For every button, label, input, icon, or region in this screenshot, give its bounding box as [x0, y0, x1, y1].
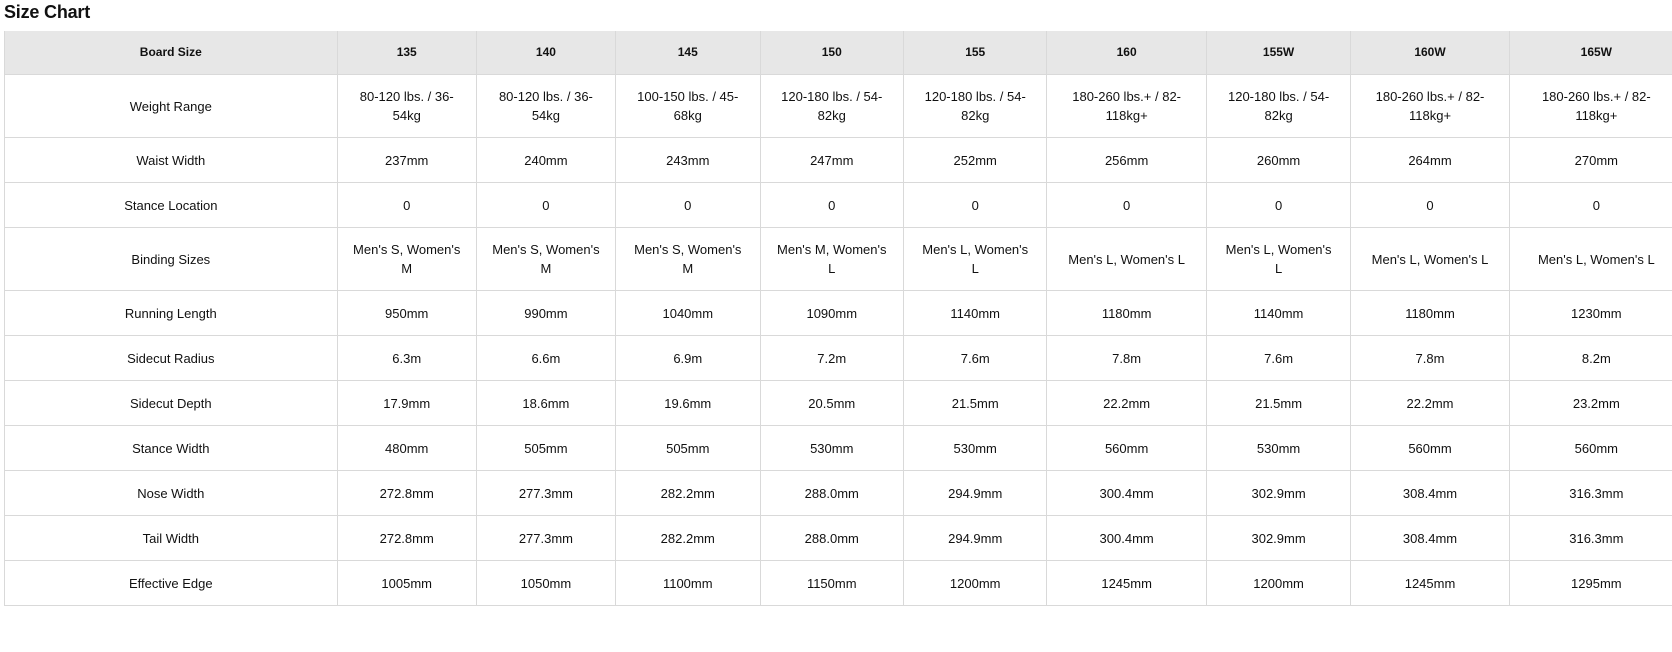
table-cell: 277.3mm — [476, 471, 615, 516]
table-cell: 0 — [1509, 183, 1672, 228]
header-cell-size: 155W — [1206, 31, 1351, 75]
table-cell: 19.6mm — [616, 381, 761, 426]
table-cell: 0 — [1047, 183, 1206, 228]
table-cell: 240mm — [476, 138, 615, 183]
table-cell: 1040mm — [616, 291, 761, 336]
table-cell: 6.9m — [616, 336, 761, 381]
table-cell: 302.9mm — [1206, 471, 1351, 516]
table-cell: 1180mm — [1351, 291, 1509, 336]
table-cell: 80-120 lbs. / 36-54kg — [476, 75, 615, 138]
table-cell: 1100mm — [616, 561, 761, 606]
table-cell: 7.6m — [1206, 336, 1351, 381]
table-cell: 256mm — [1047, 138, 1206, 183]
row-label: Nose Width — [5, 471, 338, 516]
table-cell: 990mm — [476, 291, 615, 336]
table-cell: 272.8mm — [337, 516, 476, 561]
table-cell: Men's L, Women's L — [903, 228, 1046, 291]
table-cell: Men's M, Women's L — [760, 228, 903, 291]
table-cell: 18.6mm — [476, 381, 615, 426]
table-cell: 0 — [337, 183, 476, 228]
table-cell: 252mm — [903, 138, 1046, 183]
table-cell: 288.0mm — [760, 471, 903, 516]
table-cell: 1200mm — [903, 561, 1046, 606]
header-cell-size: 140 — [476, 31, 615, 75]
table-cell: 237mm — [337, 138, 476, 183]
table-cell: 1050mm — [476, 561, 615, 606]
row-label: Waist Width — [5, 138, 338, 183]
table-cell: 247mm — [760, 138, 903, 183]
table-cell: 294.9mm — [903, 471, 1046, 516]
table-cell: Men's S, Women's M — [476, 228, 615, 291]
table-cell: Men's L, Women's L — [1509, 228, 1672, 291]
table-cell: 1005mm — [337, 561, 476, 606]
table-cell: 0 — [616, 183, 761, 228]
table-cell: 270mm — [1509, 138, 1672, 183]
table-cell: 530mm — [760, 426, 903, 471]
row-label: Stance Location — [5, 183, 338, 228]
header-cell-size: 160 — [1047, 31, 1206, 75]
row-label: Effective Edge — [5, 561, 338, 606]
table-cell: 20.5mm — [760, 381, 903, 426]
table-cell: 0 — [760, 183, 903, 228]
table-cell: 180-260 lbs.+ / 82-118kg+ — [1047, 75, 1206, 138]
row-label: Weight Range — [5, 75, 338, 138]
table-cell: 560mm — [1351, 426, 1509, 471]
table-cell: 530mm — [903, 426, 1046, 471]
row-label: Binding Sizes — [5, 228, 338, 291]
table-row — [5, 471, 1672, 516]
table-cell: 1150mm — [760, 561, 903, 606]
header-cell-size: 150 — [760, 31, 903, 75]
header-cell-size: 165W — [1509, 31, 1672, 75]
table-cell: 100-150 lbs. / 45-68kg — [616, 75, 761, 138]
table-cell: 21.5mm — [903, 381, 1046, 426]
table-cell: Men's L, Women's L — [1047, 228, 1206, 291]
table-cell: 6.3m — [337, 336, 476, 381]
table-cell: 1245mm — [1351, 561, 1509, 606]
table-cell: 308.4mm — [1351, 516, 1509, 561]
table-cell: 7.6m — [903, 336, 1046, 381]
table-row — [5, 183, 1672, 228]
table-cell: 243mm — [616, 138, 761, 183]
table-cell: 560mm — [1509, 426, 1672, 471]
table-cell: 1180mm — [1047, 291, 1206, 336]
table-cell: 23.2mm — [1509, 381, 1672, 426]
table-cell: 308.4mm — [1351, 471, 1509, 516]
table-row — [5, 336, 1672, 381]
header-cell-size: 155 — [903, 31, 1046, 75]
table-row — [5, 291, 1672, 336]
table-cell: 7.8m — [1047, 336, 1206, 381]
table-cell: 277.3mm — [476, 516, 615, 561]
table-cell: 950mm — [337, 291, 476, 336]
table-cell: Men's S, Women's M — [616, 228, 761, 291]
table-row — [5, 516, 1672, 561]
table-cell: Men's L, Women's L — [1351, 228, 1509, 291]
table-cell: 180-260 lbs.+ / 82-118kg+ — [1509, 75, 1672, 138]
table-cell: 1090mm — [760, 291, 903, 336]
table-cell: 272.8mm — [337, 471, 476, 516]
table-cell: 480mm — [337, 426, 476, 471]
table-cell: 17.9mm — [337, 381, 476, 426]
header-cell-size: 160W — [1351, 31, 1509, 75]
row-label: Stance Width — [5, 426, 338, 471]
table-cell: 6.6m — [476, 336, 615, 381]
header-cell-size: 145 — [616, 31, 761, 75]
table-row — [5, 138, 1672, 183]
table-cell: 505mm — [476, 426, 615, 471]
table-cell: 300.4mm — [1047, 516, 1206, 561]
table-cell: 120-180 lbs. / 54-82kg — [760, 75, 903, 138]
table-cell: 260mm — [1206, 138, 1351, 183]
table-cell: Men's S, Women's M — [337, 228, 476, 291]
table-row — [5, 228, 1672, 291]
table-cell: 530mm — [1206, 426, 1351, 471]
table-row — [5, 561, 1672, 606]
table-cell: 120-180 lbs. / 54-82kg — [903, 75, 1046, 138]
table-cell: 1140mm — [903, 291, 1046, 336]
table-cell: 1230mm — [1509, 291, 1672, 336]
table-cell: 80-120 lbs. / 36-54kg — [337, 75, 476, 138]
table-cell: 560mm — [1047, 426, 1206, 471]
table-row — [5, 426, 1672, 471]
row-label: Sidecut Radius — [5, 336, 338, 381]
table-cell: 22.2mm — [1047, 381, 1206, 426]
table-cell: 22.2mm — [1351, 381, 1509, 426]
table-cell: 8.2m — [1509, 336, 1672, 381]
table-cell: 1200mm — [1206, 561, 1351, 606]
table-cell: Men's L, Women's L — [1206, 228, 1351, 291]
table-cell: 302.9mm — [1206, 516, 1351, 561]
table-cell: 288.0mm — [760, 516, 903, 561]
table-cell: 180-260 lbs.+ / 82-118kg+ — [1351, 75, 1509, 138]
table-cell: 282.2mm — [616, 471, 761, 516]
table-cell: 0 — [1351, 183, 1509, 228]
table-cell: 120-180 lbs. / 54-82kg — [1206, 75, 1351, 138]
size-chart-table — [4, 31, 1672, 606]
page-title: Size Chart — [4, 2, 91, 22]
table-cell: 0 — [476, 183, 615, 228]
row-label: Running Length — [5, 291, 338, 336]
row-label: Sidecut Depth — [5, 381, 338, 426]
table-cell: 1245mm — [1047, 561, 1206, 606]
table-cell: 21.5mm — [1206, 381, 1351, 426]
table-cell: 316.3mm — [1509, 471, 1672, 516]
header-cell-board-size: Board Size — [5, 31, 338, 75]
table-cell: 300.4mm — [1047, 471, 1206, 516]
table-cell: 294.9mm — [903, 516, 1046, 561]
table-cell: 264mm — [1351, 138, 1509, 183]
table-cell: 0 — [903, 183, 1046, 228]
table-row — [5, 75, 1672, 138]
table-cell: 505mm — [616, 426, 761, 471]
table-cell: 1140mm — [1206, 291, 1351, 336]
table-row — [5, 381, 1672, 426]
header-row — [5, 31, 1672, 75]
table-cell: 282.2mm — [616, 516, 761, 561]
table-cell: 1295mm — [1509, 561, 1672, 606]
table-cell: 7.8m — [1351, 336, 1509, 381]
header-cell-size: 135 — [337, 31, 476, 75]
row-label: Tail Width — [5, 516, 338, 561]
table-cell: 7.2m — [760, 336, 903, 381]
table-cell: 316.3mm — [1509, 516, 1672, 561]
table-cell: 0 — [1206, 183, 1351, 228]
